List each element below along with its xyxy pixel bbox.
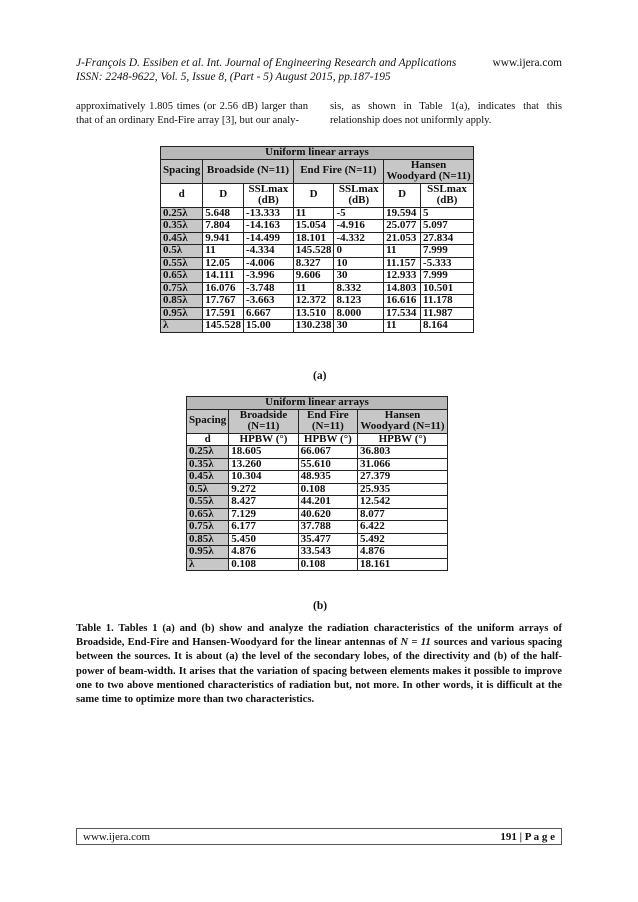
table-cell: 0 bbox=[334, 245, 384, 258]
table-cell: 5.492 bbox=[358, 533, 448, 546]
table-row bbox=[161, 257, 474, 270]
column-group-header: End Fire (N=11) bbox=[293, 159, 383, 183]
spacing-cell: 0.25λ bbox=[161, 207, 203, 220]
table-cell: -3.663 bbox=[244, 295, 294, 308]
table-cell: 27.834 bbox=[421, 232, 474, 245]
table-row bbox=[187, 558, 448, 571]
page-footer bbox=[76, 828, 562, 845]
table-cell: 12.05 bbox=[203, 257, 244, 270]
table-cell: -14.163 bbox=[244, 220, 294, 233]
table-cell: 9.941 bbox=[203, 232, 244, 245]
table-cell: 19.594 bbox=[384, 207, 421, 220]
column-sub-header: D bbox=[293, 183, 334, 207]
table-cell: 11.157 bbox=[384, 257, 421, 270]
spacing-cell: 0.85λ bbox=[161, 295, 203, 308]
table-cell: 11 bbox=[384, 245, 421, 258]
spacing-cell: 0.55λ bbox=[187, 496, 229, 509]
table-cell: 4.876 bbox=[229, 546, 298, 559]
table-cell: 18.161 bbox=[358, 558, 448, 571]
column-group-header: End Fire (N=11) bbox=[298, 409, 357, 433]
table-cell: 30 bbox=[334, 320, 384, 333]
table-a-label: (a) bbox=[313, 370, 327, 382]
table-cell: 12.542 bbox=[358, 496, 448, 509]
table-cell: 12.372 bbox=[293, 295, 334, 308]
column-group-header: Broadside (N=11) bbox=[229, 409, 298, 433]
column-group-header: Spacing bbox=[161, 159, 203, 183]
table-row bbox=[187, 533, 448, 546]
table-cell: 8.327 bbox=[293, 257, 334, 270]
column-sub-header: SSLmax (dB) bbox=[421, 183, 474, 207]
table-a-title: Uniform linear arrays bbox=[161, 147, 474, 160]
table-cell: 40.620 bbox=[298, 508, 357, 521]
table-row bbox=[187, 483, 448, 496]
table-cell: 33.543 bbox=[298, 546, 357, 559]
table-cell: 9.606 bbox=[293, 270, 334, 283]
table-cell: 10.304 bbox=[229, 471, 298, 484]
table-cell: 8.164 bbox=[421, 320, 474, 333]
table-row bbox=[161, 232, 474, 245]
table-cell: 37.788 bbox=[298, 521, 357, 534]
table-cell: 48.935 bbox=[298, 471, 357, 484]
column-sub-header: HPBW (°) bbox=[229, 433, 298, 446]
table-row bbox=[161, 295, 474, 308]
table-cell: 0.108 bbox=[298, 558, 357, 571]
table-cell: 14.803 bbox=[384, 282, 421, 295]
table-cell: 66.067 bbox=[298, 446, 357, 459]
table-cell: 36.803 bbox=[358, 446, 448, 459]
table-cell: 145.528 bbox=[293, 245, 334, 258]
table-cell: 5.648 bbox=[203, 207, 244, 220]
table-cell: 11 bbox=[293, 207, 334, 220]
table-cell: 18.101 bbox=[293, 232, 334, 245]
column-sub-header: D bbox=[203, 183, 244, 207]
spacing-cell: 0.5λ bbox=[187, 483, 229, 496]
table-cell: -3.996 bbox=[244, 270, 294, 283]
spacing-cell: 0.75λ bbox=[187, 521, 229, 534]
table-cell: 13.260 bbox=[229, 458, 298, 471]
spacing-cell: 0.65λ bbox=[187, 508, 229, 521]
table-cell: 18.605 bbox=[229, 446, 298, 459]
table-caption bbox=[76, 622, 562, 707]
table-row bbox=[161, 282, 474, 295]
table-cell: 7.999 bbox=[421, 245, 474, 258]
table-row bbox=[187, 496, 448, 509]
spacing-cell: 0.75λ bbox=[161, 282, 203, 295]
table-cell: 17.534 bbox=[384, 307, 421, 320]
table-row bbox=[161, 220, 474, 233]
table-cell: 21.053 bbox=[384, 232, 421, 245]
spacing-cell: 0.45λ bbox=[187, 471, 229, 484]
column-group-header: Hansen Woodyard (N=11) bbox=[384, 159, 474, 183]
journal-issn: ISSN: 2248-9622, Vol. 5, Issue 8, (Part - 5) August 2015, pp.187-195 bbox=[76, 71, 391, 83]
table-cell: 7.129 bbox=[229, 508, 298, 521]
caption-text-end: sources and various spacing between the sources. It is about (a) the level of the secondary lobes, of the directivity and (b) of the half-power of beam-width. It arises that the variation of spacing between elements makes it possible to improve one to two above mentioned characteristics of radiation but, not more. In other words, it is difficult at the same time to optimize more than two characteristics. bbox=[76, 637, 563, 706]
table-cell: -4.006 bbox=[244, 257, 294, 270]
table-cell: -4.334 bbox=[244, 245, 294, 258]
table-row bbox=[187, 471, 448, 484]
table-cell: 17.591 bbox=[203, 307, 244, 320]
table-cell: 8.427 bbox=[229, 496, 298, 509]
table-cell: 8.077 bbox=[358, 508, 448, 521]
spacing-cell: 0.45λ bbox=[161, 232, 203, 245]
table-cell: -14.499 bbox=[244, 232, 294, 245]
table-cell: -3.748 bbox=[244, 282, 294, 295]
table-cell: 13.510 bbox=[293, 307, 334, 320]
column-sub-header: SSLmax (dB) bbox=[244, 183, 294, 207]
column-sub-header: SSLmax (dB) bbox=[334, 183, 384, 207]
table-cell: 5.450 bbox=[229, 533, 298, 546]
footer-url[interactable]: www.ijera.com bbox=[83, 830, 151, 843]
table-cell: 27.379 bbox=[358, 471, 448, 484]
table-cell: 11.987 bbox=[421, 307, 474, 320]
table-cell: 9.272 bbox=[229, 483, 298, 496]
table-row bbox=[187, 458, 448, 471]
spacing-cell: 0.25λ bbox=[187, 446, 229, 459]
table-cell: 6.177 bbox=[229, 521, 298, 534]
table-cell: 25.935 bbox=[358, 483, 448, 496]
table-cell: 55.610 bbox=[298, 458, 357, 471]
table-cell: 11 bbox=[293, 282, 334, 295]
table-cell: -4.332 bbox=[334, 232, 384, 245]
spacing-cell: 0.85λ bbox=[187, 533, 229, 546]
table-row bbox=[187, 521, 448, 534]
spacing-cell: 0.65λ bbox=[161, 270, 203, 283]
spacing-cell: λ bbox=[161, 320, 203, 333]
table-b-title: Uniform linear arrays bbox=[187, 397, 448, 410]
spacing-cell: 0.55λ bbox=[161, 257, 203, 270]
column-sub-header: D bbox=[384, 183, 421, 207]
table-row bbox=[187, 546, 448, 559]
table-cell: 11 bbox=[384, 320, 421, 333]
spacing-cell: 0.95λ bbox=[187, 546, 229, 559]
column-group-header: Spacing bbox=[187, 409, 229, 433]
table-cell: 0.108 bbox=[298, 483, 357, 496]
table-row bbox=[187, 446, 448, 459]
table-cell: 30 bbox=[334, 270, 384, 283]
table-a bbox=[160, 146, 474, 333]
table-cell: 44.201 bbox=[298, 496, 357, 509]
body-text-left: approximatively 1.805 times (or 2.56 dB) larger than that of an ordinary End-Fire array [3], but our analy- bbox=[76, 101, 308, 126]
table-cell: 25.077 bbox=[384, 220, 421, 233]
table-cell: 17.767 bbox=[203, 295, 244, 308]
table-cell: 16.076 bbox=[203, 282, 244, 295]
spacing-cell: 0.35λ bbox=[187, 458, 229, 471]
spacing-cell: 0.5λ bbox=[161, 245, 203, 258]
table-cell: 5 bbox=[421, 207, 474, 220]
table-row bbox=[161, 320, 474, 333]
table-b-label: (b) bbox=[313, 600, 328, 612]
table-cell: 11 bbox=[203, 245, 244, 258]
table-row bbox=[161, 307, 474, 320]
table-cell: 6.422 bbox=[358, 521, 448, 534]
table-cell: 145.528 bbox=[203, 320, 244, 333]
spacing-cell: 0.95λ bbox=[161, 307, 203, 320]
table-cell: 16.616 bbox=[384, 295, 421, 308]
table-cell: 0.108 bbox=[229, 558, 298, 571]
journal-header bbox=[76, 56, 562, 84]
table-cell: 31.066 bbox=[358, 458, 448, 471]
table-cell: -13.333 bbox=[244, 207, 294, 220]
table-row bbox=[161, 207, 474, 220]
caption-math: N = 11 bbox=[400, 637, 431, 649]
table-cell: 6.667 bbox=[244, 307, 294, 320]
table-cell: 8.123 bbox=[334, 295, 384, 308]
column-sub-header: d bbox=[161, 183, 203, 207]
table-cell: 7.999 bbox=[421, 270, 474, 283]
table-cell: 5.097 bbox=[421, 220, 474, 233]
table-row bbox=[161, 245, 474, 258]
column-sub-header: HPBW (°) bbox=[298, 433, 357, 446]
table-b bbox=[186, 396, 448, 571]
column-group-header: Hansen Woodyard (N=11) bbox=[358, 409, 448, 433]
caption-text-start: Table 1. Tables 1 (a) and (b) show and analyze the radiation characteristics of the uniform arrays of Broadside, End-Fire and Hansen-Woodyard for the linear antennas of bbox=[76, 623, 562, 649]
table-cell: 15.054 bbox=[293, 220, 334, 233]
table-cell: 10 bbox=[334, 257, 384, 270]
table-cell: 12.933 bbox=[384, 270, 421, 283]
spacing-cell: λ bbox=[187, 558, 229, 571]
table-cell: 15.00 bbox=[244, 320, 294, 333]
journal-url[interactable]: www.ijera.com bbox=[492, 57, 562, 69]
column-group-header: Broadside (N=11) bbox=[203, 159, 293, 183]
table-cell: 8.000 bbox=[334, 307, 384, 320]
table-row bbox=[187, 508, 448, 521]
table-cell: 7.804 bbox=[203, 220, 244, 233]
table-cell: 14.111 bbox=[203, 270, 244, 283]
table-cell: -5 bbox=[334, 207, 384, 220]
table-cell: -5.333 bbox=[421, 257, 474, 270]
body-text-right: sis, as shown in Table 1(a), indicates that this relationship does not uniformly apply. bbox=[330, 101, 562, 126]
table-cell: 130.238 bbox=[293, 320, 334, 333]
table-cell: 11.178 bbox=[421, 295, 474, 308]
table-cell: 8.332 bbox=[334, 282, 384, 295]
table-cell: -4.916 bbox=[334, 220, 384, 233]
column-sub-header: HPBW (°) bbox=[358, 433, 448, 446]
table-cell: 35.477 bbox=[298, 533, 357, 546]
column-sub-header: d bbox=[187, 433, 229, 446]
table-cell: 10.501 bbox=[421, 282, 474, 295]
spacing-cell: 0.35λ bbox=[161, 220, 203, 233]
page-number: 191 | P a g e bbox=[500, 830, 555, 843]
journal-citation: J-François D. Essiben et al. Int. Journal of Engineering Research and Applications bbox=[76, 57, 457, 69]
table-cell: 4.876 bbox=[358, 546, 448, 559]
table-row bbox=[161, 270, 474, 283]
